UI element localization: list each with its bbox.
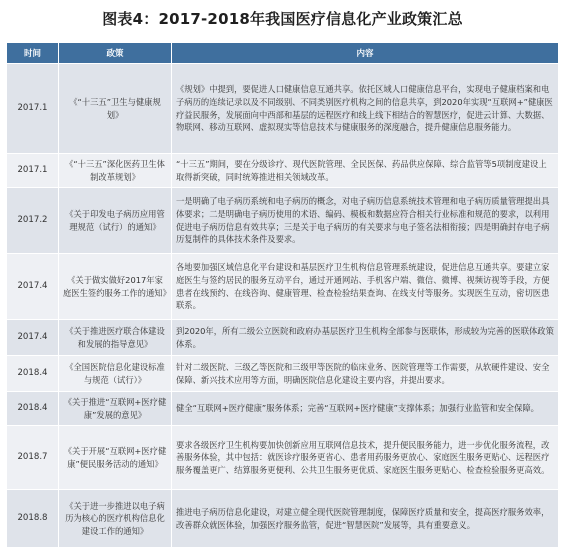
chart-title: 图表4：2017-2018年我国医疗信息化产业政策汇总 [102,10,463,28]
row-time: 2017.1 [7,154,59,188]
table-row [7,490,559,548]
row-policy: 《“十三五”深化医药卫生体制改革规划》 [59,154,172,188]
row-time: 2017.2 [7,188,59,254]
row-time: 2018.4 [7,356,59,392]
row-policy: 《全国医院信息化建设标准与规范（试行）》 [59,356,172,392]
header-policy: 政策 [59,43,172,64]
row-policy: 《关于推进医疗联合体建设和发展的指导意见》 [59,320,172,356]
header-content: 内容 [172,43,559,64]
table-row [7,392,559,426]
row-content: 健全“互联网+医疗健康”服务体系；完善“互联网+医疗健康”支撑体系；加强行业监管和安全保障。 [172,392,559,426]
table-row [7,356,559,392]
table-row [7,320,559,356]
row-content: 到2020年，所有二级公立医院和政府办基层医疗卫生机构全部参与医联体，形成较为完善的医联体政策体系。 [172,320,559,356]
table-row [7,154,559,188]
row-time: 2018.8 [7,490,59,548]
table-row [7,64,559,154]
row-time: 2018.7 [7,426,59,490]
row-policy: 《关于推进“互联网+医疗健康”发展的意见》 [59,392,172,426]
policy-table [6,42,559,548]
row-content: 各地要加强区域信息化平台建设和基层医疗卫生机构信息管理系统建设，促进信息互通共享。要建立家庭医生与签约居民的服务互动平台，通过开通网站、手机客户端、微信、微博、视频访视等手段，方便患者在线预约、在线咨询、健康管理、检查检验结果查询、在线支付等服务。实现医生互动，密切医患联系。 [172,254,559,320]
row-content: 《规划》中提到，要促进人口健康信息互通共享。依托区域人口健康信息平台，实现电子健康档案和电子病历的连续记录以及不同级别、不同类别医疗机构之间的信息共享，到2020年实现“互联网+”健康医疗益民服务，发展面向中西部和基层的远程医疗和线上线下相结合的智慧医疗，促进云计算、大数据、物联网、移动互联网、虚拟现实等信息技术与健康服务的深度融合，提升健康信息服务能力。 [172,64,559,154]
row-policy: 《关于进一步推进以电子病历为核心的医疗机构信息化建设工作的通知》 [59,490,172,548]
row-policy: 《关于做实做好2017年家庭医生签约服务工作的通知》 [59,254,172,320]
table-row [7,254,559,320]
row-time: 2018.4 [7,392,59,426]
row-content: 针对二级医院、三级乙等医院和三级甲等医院的临床业务、医院管理等工作需要，从软硬件建设、安全保障、新兴技术应用等方面，明确医院信息化建设主要内容，并提出要求。 [172,356,559,392]
header-time: 时间 [7,43,59,64]
table-header-row [7,43,559,64]
row-time: 2017.4 [7,254,59,320]
table-row [7,188,559,254]
row-policy: 《关于开展“互联网+医疗健康”便民服务活动的通知》 [59,426,172,490]
row-content: 要求各级医疗卫生机构要加快创新应用互联网信息技术，提升便民服务能力，进一步优化服务流程，改善服务体验，其中包括：就医诊疗服务更省心、患者用药服务更放心、家庭医生服务更贴心、远程医疗服务覆盖更广、结算服务更便利、公共卫生服务更优质、家庭医生服务更贴心、检查检验服务更高效。 [172,426,559,490]
row-policy: 《关于印发电子病历应用管理规范（试行）的通知》 [59,188,172,254]
table-row [7,426,559,490]
row-policy: 《“十三五”卫生与健康规划》 [59,64,172,154]
row-time: 2017.1 [7,64,59,154]
row-time: 2017.4 [7,320,59,356]
row-content: “十三五”期间，要在分级诊疗、现代医院管理、全民医保、药品供应保障、综合监管等5项制度建设上取得新突破，同时统筹推进相关领域改革。 [172,154,559,188]
row-content: 推进电子病历信息化建设，对建立健全现代医院管理制度，保障医疗质量和安全，提高医疗服务效率，改善群众就医体验，加强医疗服务监管，促进“智慧医院”发展等，具有重要意义。 [172,490,559,548]
row-content: 一是明确了电子病历系统和电子病历的概念，对电子病历信息系统技术管理和电子病历质量管理提出具体要求；二是明确电子病历使用的术语、编码、模板和数据应符合相关行业标准和规范的要求，以利用促进电子病历信息有效共享；三是关于电子病历的有关要求与电子签名法相衔接；四是明确封存电子病历复制件的具体技术条件及要求。 [172,188,559,254]
